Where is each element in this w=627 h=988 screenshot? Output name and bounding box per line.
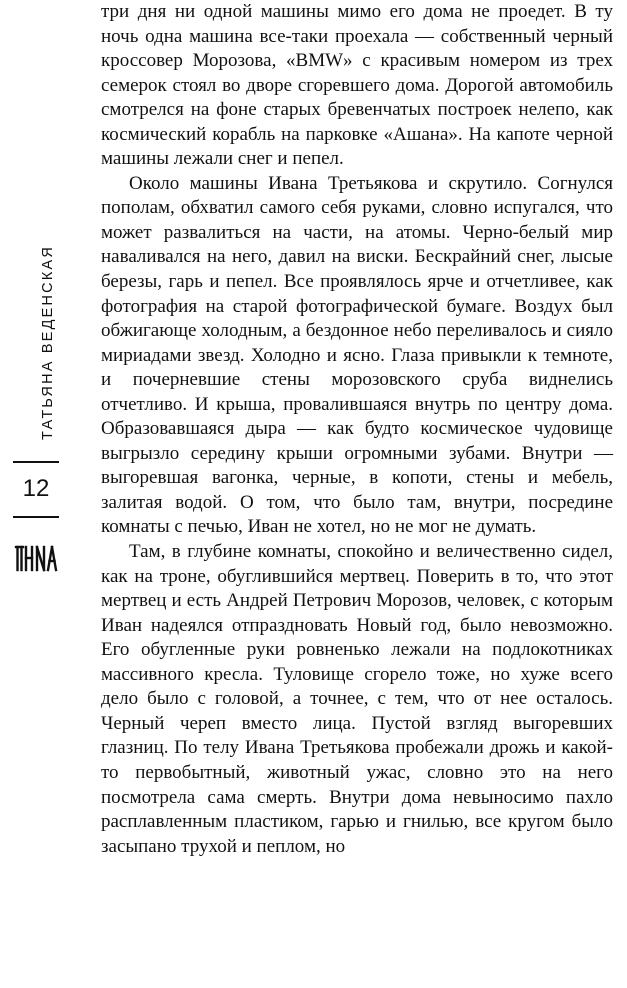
page-sidebar (0, 0, 80, 988)
paragraph: три дня ни одной машины мимо его дома не проедет. В ту ночь одна машина все-таки проехала — собственный черный кроссовер Морозова, «BMW» с красивым номером из трех семерок стоял во дворе сгоревшего дома. Дорогой автомобиль смотрелся на фоне старых бревенчатых построек нелепо, как космический корабль на парковке «Ашана». На капоте черной машины лежали снег и пепел. (101, 1, 613, 170)
page-number-rule-top (13, 461, 59, 463)
page-number-rule-bottom (13, 516, 59, 518)
paragraph: Около машины Ивана Третьякова и скрутило. Согнулся пополам, обхватил самого себя руками, словно испугался, что может развалиться на части, на атомы. Черно-белый мир наваливался на него, давил на виски. Бескрайний снег, лысые березы, гарь и пепел. Все проявлялось ярче и отчетливее, как фотография на старой фотографической бумаге. Воздух был обжигающе холодным, а бездонное небо переливалось и сияло мириадами звезд. Холодно и ясно. Глаза привыкли к темноте, и почерневшие стены морозовского сруба виднелись отчетливо. И крыша, провалившаяся внутрь по центру дома. Образовавшаяся дыра — как будто космическое чудовище выгрызло середину крыши огромными зубами. Внутри — выгоревшая вагонка, черные, в копоти, стены и мебель, залитая водой. О том, что было там, внутри, посредине комнаты с печью, Иван не хотел, но не мог не думать. (101, 172, 613, 538)
paragraph: Там, в глубине комнаты, спокойно и величественно сидел, как на троне, обуглившийся мертвец. Поверить в то, что этот мертвец и есть Андрей Петрович Морозов, человек, с которым Иван надеялся отпраздновать Новый год, было невозможно. Его обугленные руки ровненько лежали на подлокотниках массивного кресла. Туловище сгорело тоже, но хуже всего дело было с головой, а точнее, с тем, что от нее осталось. Черный череп вместо лица. Пустой взгляд выгоревших глазниц. По телу Ивана Третьякова пробежали дрожь и какой-то первобытный, животный ужас, словно это на него посмотрела сама смерть. Внутри дома невыносимо пахло расплавленным пластиком, гарью и гнилью, все кругом было засыпано трухой и пеплом, но (101, 541, 613, 857)
body-text (101, 0, 613, 859)
running-head-author: ТАТЬЯНА ВЕДЕНСКАЯ (40, 244, 56, 440)
publisher-logo-icon (14, 544, 58, 572)
page-number: 12 (22, 475, 50, 502)
